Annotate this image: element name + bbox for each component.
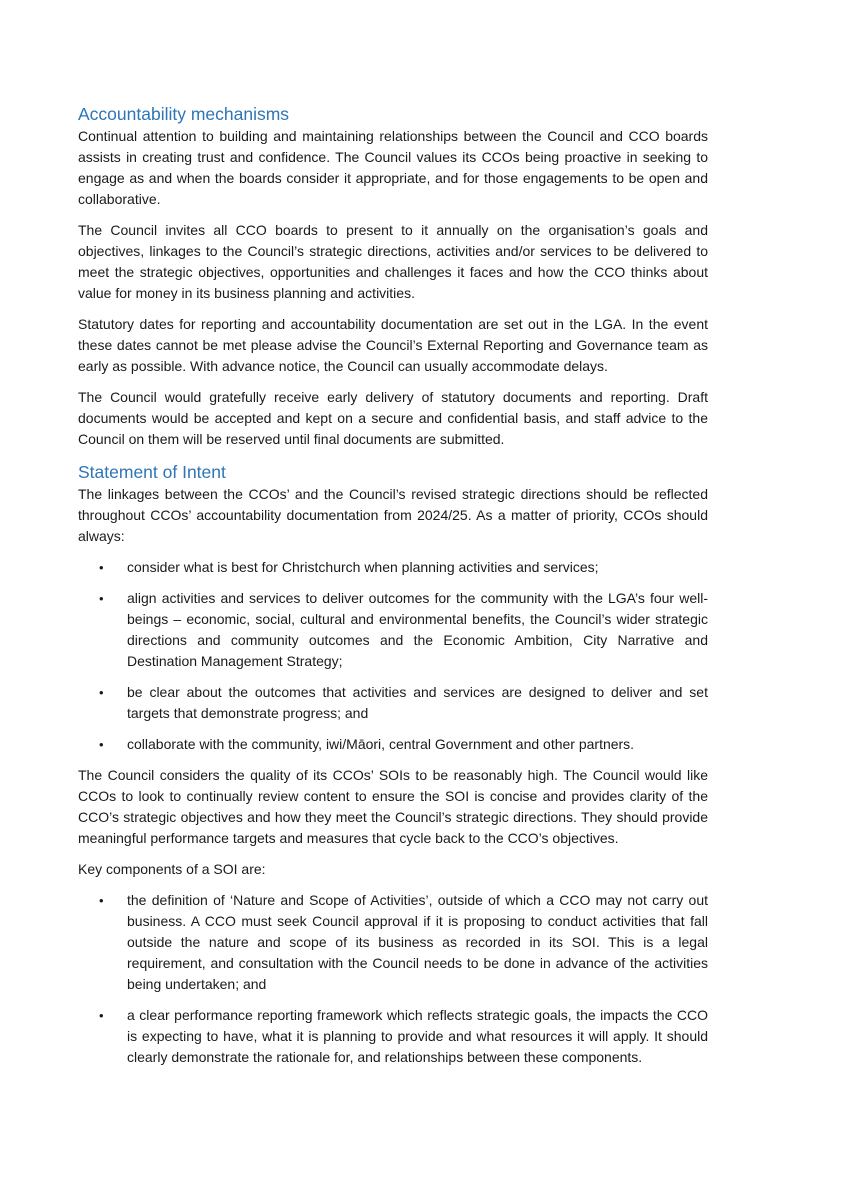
section-heading-statement-of-intent: Statement of Intent [78, 462, 226, 482]
paragraph: Key components of a SOI are: [78, 861, 266, 877]
list-item: • the definition of ‘Nature and Scope of Activities’, outside of which a CCO may not carry out business. A CCO must seek Council approval if it is proposing to conduct activities that fall outside the nature and scope of its business as recorded in its SOI. This is a legal requirement, and consultation with the Council needs to be done in advance of the activities being undertaken; and [78, 890, 708, 995]
paragraph: The Council invites all CCO boards to present to it annually on the organisation’s goals and objectives, linkages to the Council’s strategic directions, activities and/or services to be delivered to meet the strategic objectives, opportunities and challenges it faces and how the CCO thinks about value for money in its business planning and activities. [78, 222, 708, 301]
paragraph: The Council would gratefully receive early delivery of statutory documents and reporting. Draft documents would be accepted and kept on a secure and confidential basis, and staff advice to the Council on them will be reserved until final documents are submitted. [78, 389, 708, 447]
priority-list [78, 557, 708, 755]
list-item: • collaborate with the community, iwi/Māori, central Government and other partners. [78, 734, 708, 755]
paragraph: The Council considers the quality of its CCOs’ SOIs to be reasonably high. The Council would like CCOs to look to continually review content to ensure the SOI is concise and provides clarity of the CCO’s strategic objectives and how they meet the Council’s strategic directions. They should provide meaningful performance targets and measures that cycle back to the CCO’s objectives. [78, 767, 708, 846]
paragraph: The linkages between the CCOs’ and the Council’s revised strategic directions should be reflected throughout CCOs’ accountability documentation from 2024/25. As a matter of priority, CCOs should always: [78, 486, 708, 544]
section-heading-accountability: Accountability mechanisms [78, 104, 290, 124]
list-item: • align activities and services to deliver outcomes for the community with the LGA’s four well-beings – economic, social, cultural and environmental benefits, the Council’s wider strategic directions and community outcomes and the Economic Ambition, City Narrative and Destination Management Strategy; [78, 588, 708, 672]
components-list [78, 890, 708, 1068]
list-item: • be clear about the outcomes that activities and services are designed to deliver and set targets that demonstrate progress; and [78, 682, 708, 724]
paragraph: Statutory dates for reporting and accountability documentation are set out in the LGA. In the event these dates cannot be met please advise the Council’s External Reporting and Governance team as early as possible. With advance notice, the Council can usually accommodate delays. [78, 316, 708, 374]
document-page [78, 103, 708, 1078]
list-item: • a clear performance reporting framework which reflects strategic goals, the impacts the CCO is expecting to have, what it is planning to provide and what resources it will apply. It should clearly demonstrate the rationale for, and relationships between these components. [78, 1005, 708, 1068]
list-item: • consider what is best for Christchurch when planning activities and services; [78, 557, 708, 578]
paragraph: Continual attention to building and maintaining relationships between the Council and CCO boards assists in creating trust and confidence. The Council values its CCOs being proactive in seeking to engage as and when the boards consider it appropriate, and for those engagements to be open and collaborative. [78, 128, 708, 207]
